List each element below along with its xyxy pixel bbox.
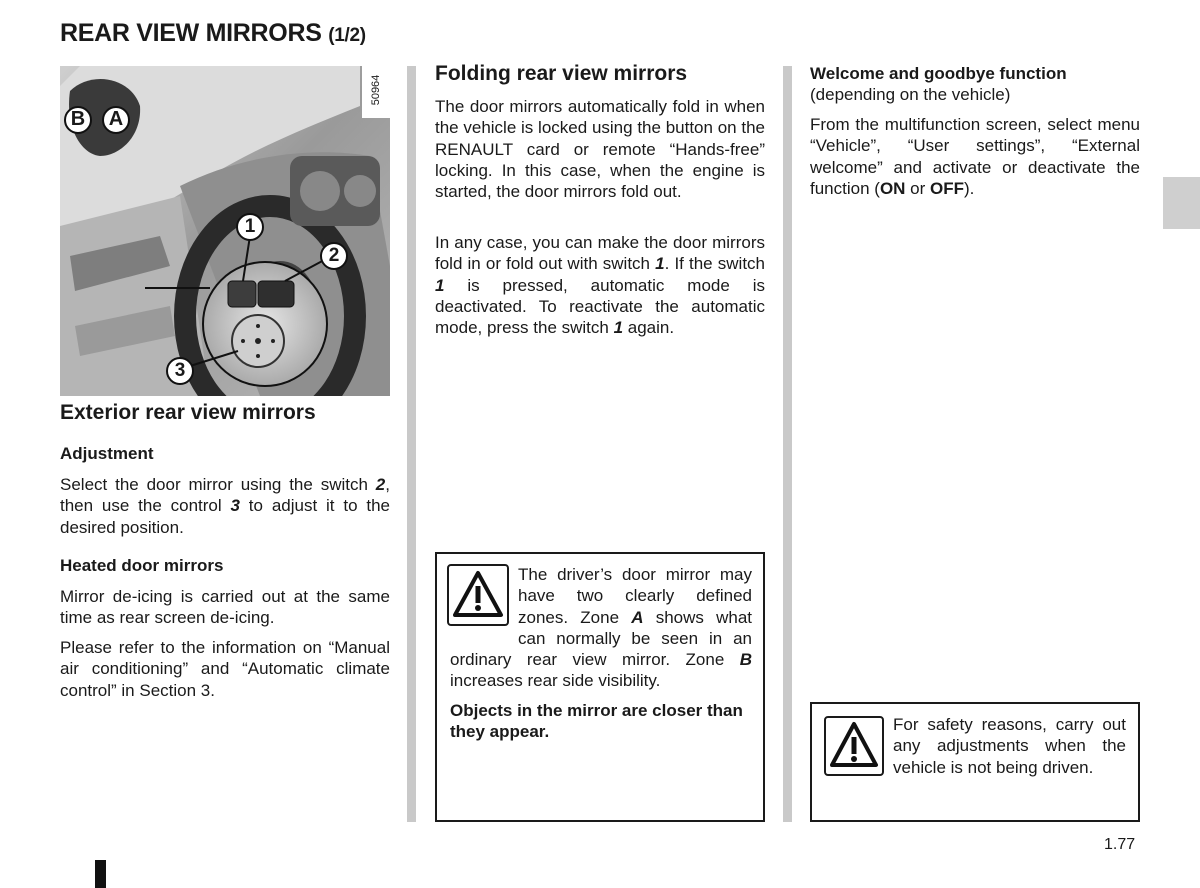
heated-heading: Heated door mirrors <box>60 556 224 575</box>
section-heading-folding: Folding rear view mirrors <box>435 62 688 85</box>
warning-text-safety: For safety reasons, carry out any adjustments when the vehicle is not being driven. <box>893 715 1126 777</box>
warning-text-mirror-zones: The driver’s door mirror may have two clearly defined zones. Zone A shows what can normally be seen in an ordinary rear view mirror. Zone B increases rear side visibility. <box>450 565 753 691</box>
figure-code: 50964 <box>370 74 382 106</box>
warning-box-mirror-zones <box>435 552 765 822</box>
heated-text-2: Please refer to the information on “Manual air conditioning” and “Automatic climate control” in Section 3. <box>60 638 390 700</box>
adjustment-text: Select the door mirror using the switch 2, then use the control 3 to adjust it to the desired position. <box>60 475 391 537</box>
folding-text-1: The door mirrors automatically fold in when the vehicle is locked using the button on the RENAULT card or remote “Hands-free” locking. In this case, when the engine is started, the door mirrors fold out. <box>435 97 765 202</box>
page-title <box>60 19 366 48</box>
heated-text-1: Mirror de-icing is carried out at the same time as rear screen de-icing. <box>60 587 390 628</box>
callout-2: 2 <box>328 245 340 266</box>
adjustment-heading: Adjustment <box>60 444 154 463</box>
warning-box-safety <box>810 702 1140 822</box>
folding-text-2: In any case, you can make the door mirrors fold in or fold out with switch 1. If the switch 1 is pressed, automatic mode is deactivated. To reactivate the automatic mode, press the switch 1 again. <box>435 233 765 338</box>
warning-icon <box>824 716 884 776</box>
section-tab <box>1163 177 1200 229</box>
column-divider-2 <box>783 66 792 822</box>
mirror-figure <box>60 66 390 396</box>
page-title-part: (1/2) <box>328 25 366 46</box>
welcome-text: From the multifunction screen, select menu “Vehicle”, “User settings”, “External welcome” and activate or deactivate the function (ON or OFF). <box>810 115 1140 198</box>
callout-1: 1 <box>244 216 256 237</box>
warning-bold-text: Objects in the mirror are closer than they appear. <box>450 701 743 742</box>
page-number: 1.77 <box>1104 836 1136 853</box>
callout-3: 3 <box>174 360 186 381</box>
welcome-heading: Welcome and goodbye function <box>810 64 1067 83</box>
callout-b: B <box>70 108 86 130</box>
binding-mark <box>95 860 106 888</box>
callout-a: A <box>108 108 124 130</box>
section-heading-exterior: Exterior rear view mirrors <box>60 401 316 424</box>
page-title-text: REAR VIEW MIRRORS <box>60 19 322 47</box>
welcome-subtitle: (depending on the vehicle) <box>810 85 1011 104</box>
column-divider-1 <box>407 66 416 822</box>
